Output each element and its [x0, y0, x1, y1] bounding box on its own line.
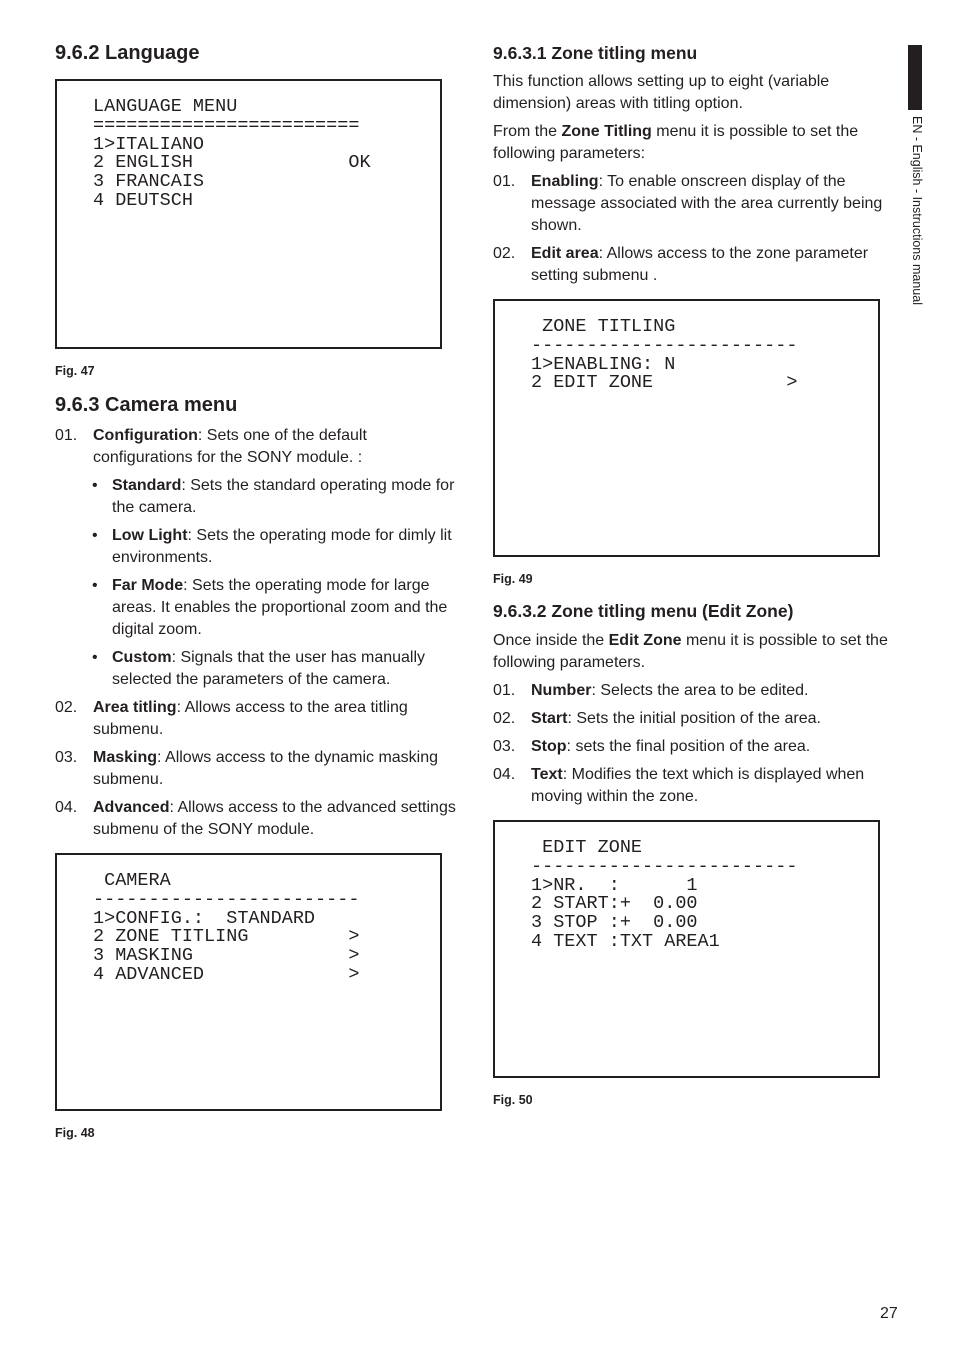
edit-zone-menu-screen — [493, 820, 880, 1078]
edit-zone-menu-text: EDIT ZONE ------------------------ 1>NR. : 1 2 START:+ 0.00 3 STOP :+ 0.00 4 TEXT :TXT AREA1 — [531, 837, 798, 952]
config-option-item: • Low Light: Sets the operating mode for dimly lit environments. — [92, 527, 452, 566]
item-term: Masking — [93, 749, 158, 766]
fig-48-caption: Fig. 48 — [55, 1126, 95, 1140]
config-options-list — [74, 475, 465, 691]
edit-zone-intro: Once inside the Edit Zone menu it is possible to set the following parameters. — [493, 632, 888, 671]
camera-param-item — [55, 797, 465, 841]
zone-titling-intro: This function allows setting up to eight (variable dimension) areas with titling option. — [493, 73, 830, 112]
item-term: Area titling — [93, 699, 177, 716]
edit-zone-heading: 9.6.3.2 Zone titling menu (Edit Zone) — [493, 601, 794, 621]
config-option-item: • Far Mode: Sets the operating mode for large areas. It enables the proportional zoom and the digital zoom. — [92, 577, 448, 638]
edit-zone-param-item: 01. Number: Selects the area to be edited. — [493, 682, 809, 699]
item-number: 03. — [55, 749, 78, 766]
item-number: 01. — [55, 427, 78, 444]
camera-heading: 9.6.3 Camera menu — [55, 394, 238, 416]
zone-titling-para: From the Zone Titling menu it is possible to set the following parameters: — [493, 123, 859, 162]
zone-titling-param-item: 02. Edit area: Allows access to the zone parameter setting submenu . — [493, 245, 869, 284]
edit-zone-params-list — [493, 680, 893, 814]
camera-param-item — [55, 697, 465, 741]
language-heading: 9.6.2 Language — [55, 42, 200, 64]
language-menu-screen — [55, 79, 442, 349]
config-option-item: • Standard: Sets the standard operating mode for the camera. — [92, 477, 455, 516]
zone-titling-params-list — [493, 171, 893, 293]
camera-menu-text: CAMERA ------------------------ 1>CONFIG.: STANDARD 2 ZONE TITLING > 3 MASKING > 4 ADVANCED > — [93, 870, 360, 985]
page-number: 27 — [880, 1305, 898, 1322]
item-desc: : Sets one of the default configurations for the SONY module. : — [93, 427, 367, 466]
language-menu-text: LANGUAGE MENU ======================== 1>ITALIANO 2 ENGLISH OK 3 FRANCAIS 4 DEUTSCH — [93, 96, 371, 211]
sidebar-manual-label: EN - English - Instructions manual — [910, 116, 924, 305]
item-term: Advanced — [93, 799, 170, 816]
camera-params-list — [55, 425, 465, 847]
zone-titling-heading: 9.6.3.1 Zone titling menu — [493, 43, 698, 63]
edit-zone-param-item: 03. Stop: sets the final position of the area. — [493, 738, 811, 755]
fig-47-caption: Fig. 47 — [55, 364, 95, 378]
zone-titling-menu-screen — [493, 299, 880, 557]
fig-50-caption: Fig. 50 — [493, 1093, 533, 1107]
zone-titling-param-item: 01. Enabling: To enable onscreen display of the message associated with the area currently being shown. — [493, 173, 883, 234]
item-number: 04. — [55, 799, 78, 816]
fig-49-caption: Fig. 49 — [493, 572, 533, 586]
camera-param-item — [55, 425, 465, 691]
edit-zone-param-item: 02. Start: Sets the initial position of the area. — [493, 710, 821, 727]
item-term: Configuration — [93, 427, 198, 444]
zone-titling-menu-text: ZONE TITLING ------------------------ 1>ENABLING: N 2 EDIT ZONE > — [531, 316, 798, 394]
item-number: 02. — [55, 699, 78, 716]
config-option-item: • Custom: Signals that the user has manually selected the parameters of the camera. — [92, 649, 426, 688]
sidebar-tab-marker — [908, 45, 922, 110]
item-desc: : Allows access to the advanced settings submenu of the SONY module. — [93, 799, 456, 838]
camera-param-item — [55, 747, 465, 791]
item-desc: : Allows access to the area titling submenu. — [93, 699, 408, 738]
edit-zone-param-item: 04. Text: Modifies the text which is displayed when moving within the zone. — [493, 766, 865, 805]
item-desc: : Allows access to the dynamic masking submenu. — [93, 749, 439, 788]
camera-menu-screen — [55, 853, 442, 1111]
